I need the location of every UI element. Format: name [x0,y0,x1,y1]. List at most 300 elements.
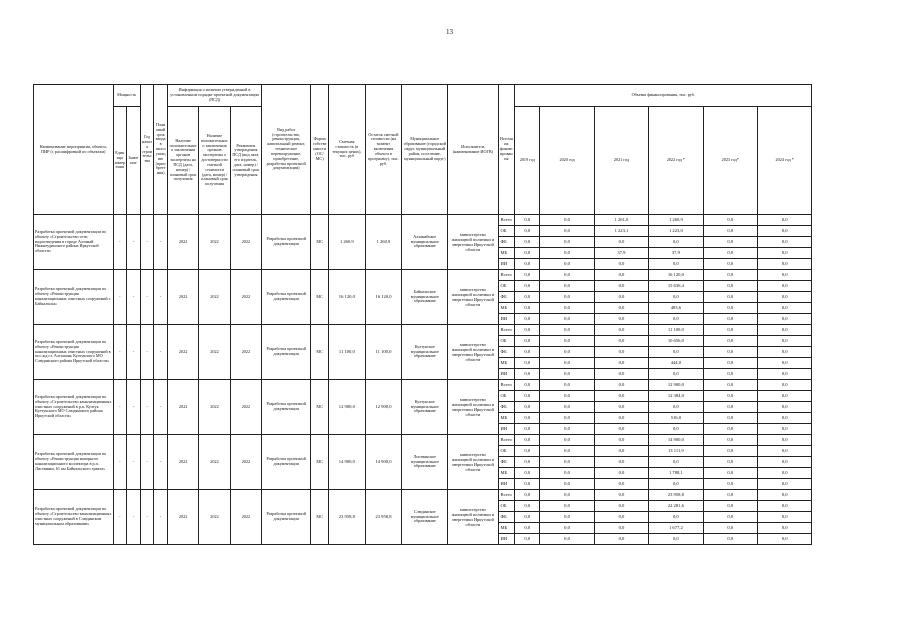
funding-value-cell: 0,0 [594,512,648,523]
funding-value-cell: 0,0 [757,435,811,446]
funding-value-cell: 0,0 [594,292,648,303]
start-year-cell: - [140,270,154,325]
funding-value-cell: 0,0 [540,347,594,358]
hdr-psd-reqs: Реквизиты утверждения ПСД (вид акта, его издатель, дата, номер) / плановый срок утверждения [230,107,261,215]
funding-value-cell: 0,0 [703,435,757,446]
project-name: Разработка проектной документации по объекту «Реконструкция канализационных очистных сооружений г. Байкальска» [34,270,114,325]
plan-term-cell: - [154,380,168,435]
table-row [34,435,867,446]
plan-term-cell: - [154,270,168,325]
funding-value-cell: 0,0 [703,292,757,303]
cost-check-cell: 2022 [199,270,230,325]
funding-source-cell: ОБ [498,501,515,512]
remaining-cost-cell: 1 260,9 [365,215,402,270]
unit-cell: - [113,215,127,270]
funding-value-cell: 12 384,0 [649,391,703,402]
hdr-est-cost: Сметная стоимость (в текущих ценах), тыс. руб [329,85,366,215]
start-year-cell: - [140,325,154,380]
funding-source-cell: ОБ [498,446,515,457]
funding-value-cell: 0,0 [757,314,811,325]
funding-value-cell: 0,0 [515,237,540,248]
remaining-cost-cell: 12 900,0 [365,380,402,435]
funding-value-cell: 0,0 [594,435,648,446]
funding-value-cell: 0,0 [757,292,811,303]
municipality-cell: Байкальское муниципальное образование [402,270,448,325]
funding-value-cell: 0,0 [757,336,811,347]
hdr-year: 2021 год [594,107,648,215]
funding-source-cell: ИИ [498,314,515,325]
funding-value-cell: 0,0 [703,358,757,369]
funding-value-cell: 0,0 [703,303,757,314]
funding-source-cell: МБ [498,523,515,534]
funding-value-cell: 0,0 [540,292,594,303]
funding-value-cell: 0,0 [757,490,811,501]
funding-source-cell: Всего [498,490,515,501]
value-cell: - [127,270,141,325]
funding-value-cell: 0,0 [649,457,703,468]
funding-value-cell: 0,0 [757,303,811,314]
ownership-cell: МС [311,325,329,380]
estimated-cost-cell: 12 900,0 [329,380,366,435]
approval-cell: 2022 [230,270,261,325]
funding-source-cell: МБ [498,468,515,479]
funding-value-cell: 1 788,1 [649,468,703,479]
expertise-cell: 2022 [167,270,198,325]
executor-cell: министерство жилищной политики и энергетики Иркутской области [448,435,498,490]
plan-term-cell: - [154,325,168,380]
funding-value-cell: 0,0 [515,512,540,523]
table-row [34,215,867,226]
cost-check-cell: 2022 [199,435,230,490]
unit-cell: - [113,380,127,435]
funding-source-cell: Всего [498,215,515,226]
approval-cell: 2022 [230,215,261,270]
funding-value-cell: 0,0 [649,237,703,248]
page-number: 13 [446,28,453,36]
funding-value-cell: 0,0 [703,391,757,402]
estimated-cost-cell: 11 100,0 [329,325,366,380]
funding-value-cell: 0,0 [515,391,540,402]
funding-value-cell: 0,0 [703,369,757,380]
funding-value-cell: 0,0 [594,325,648,336]
project-name: Разработка проектной документации по объекту «Строительство канализационных очистных сооружений в Слюдянском муниципальном образовании» [34,490,114,545]
project-name: Разработка проектной документации по объекту «Строительство канализационных очистных сооружений в р.п. Култук Култукского МО Слюдянского района Иркутской области» [34,380,114,435]
funding-value-cell: 0,0 [703,446,757,457]
funding-source-cell: ОБ [498,391,515,402]
hdr-ownership: Форма собственности (ОС/МС) [311,85,329,215]
funding-value-cell: 0,0 [703,380,757,391]
funding-value-cell: 0,0 [515,270,540,281]
funding-value-cell: 0,0 [594,413,648,424]
municipality-cell: Култукское муниципальное образование [402,380,448,435]
funding-value-cell: 1 677,2 [649,523,703,534]
funding-value-cell: 0,0 [515,369,540,380]
funding-value-cell: 10 656,0 [649,336,703,347]
hdr-plan-term: Плановый срок ввода в эксплуатацию (приобретения) [154,85,168,215]
estimated-cost-cell: 14 900,0 [329,435,366,490]
funding-value-cell: 0,0 [515,248,540,259]
table-row [34,490,867,501]
funding-value-cell: 0,0 [703,325,757,336]
funding-value-cell: 0,0 [757,281,811,292]
funding-value-cell: 0,0 [515,457,540,468]
funding-value-cell: 0,0 [757,237,811,248]
unit-cell: - [113,270,127,325]
funding-value-cell: 0,0 [703,512,757,523]
funding-value-cell: 0,0 [703,336,757,347]
funding-value-cell: 0,0 [757,325,811,336]
work-type-cell: Разработка проектной документации [262,435,311,490]
funding-source-cell: МБ [498,358,515,369]
funding-value-cell: 0,0 [515,534,540,545]
expertise-cell: 2022 [167,490,198,545]
hdr-psd-expertise: Наличие положительного заключения органов экспертизы на ПСД (дата, номер) / плановый срок получения [167,107,198,215]
funding-value-cell: 0,0 [515,435,540,446]
executor-cell: министерство жилищной политики и энергетики Иркутской области [448,215,498,270]
hdr-capacity: Мощность [113,85,140,107]
funding-value-cell: 0,0 [540,435,594,446]
municipality-cell: Култукское муниципальное образование [402,325,448,380]
funding-source-cell: Всего [498,380,515,391]
funding-value-cell: 0,0 [649,259,703,270]
funding-value-cell: 0,0 [515,215,540,226]
funding-source-cell: ОБ [498,336,515,347]
funding-value-cell: 0,0 [757,501,811,512]
funding-source-cell: ОБ [498,281,515,292]
funding-value-cell: 0,0 [649,369,703,380]
funding-source-cell: ФБ [498,237,515,248]
funding-value-cell: 0,0 [540,226,594,237]
funding-value-cell: 0,0 [757,512,811,523]
funding-value-cell: 0,0 [594,380,648,391]
funding-value-cell: 1 261,0 [594,215,648,226]
executor-cell: министерство жилищной политики и энергетики Иркутской области [448,270,498,325]
funding-value-cell: 0,0 [757,534,811,545]
funding-value-cell: 0,0 [540,325,594,336]
funding-value-cell: 0,0 [703,347,757,358]
funding-value-cell: 0,0 [757,457,811,468]
funding-value-cell: 0,0 [515,226,540,237]
funding-source-cell: ИИ [498,259,515,270]
funding-value-cell: 0,0 [540,490,594,501]
funding-value-cell: 0,0 [757,446,811,457]
funding-value-cell: 37,9 [649,248,703,259]
funding-value-cell: 1 260,9 [649,215,703,226]
work-type-cell: Разработка проектной документации [262,215,311,270]
funding-source-cell: Всего [498,325,515,336]
remaining-cost-cell: 14 900,0 [365,435,402,490]
value-cell: - [127,435,141,490]
funding-value-cell: 1 223,0 [649,226,703,237]
table-header [34,85,867,215]
funding-value-cell: 0,0 [515,501,540,512]
plan-term-cell: - [154,215,168,270]
funding-value-cell: 0,0 [594,347,648,358]
funding-value-cell: 0,0 [757,402,811,413]
funding-value-cell: 0,0 [649,314,703,325]
funding-value-cell: 0,0 [703,501,757,512]
funding-value-cell: 0,0 [757,380,811,391]
funding-value-cell: 0,0 [540,270,594,281]
funding-value-cell: 0,0 [757,226,811,237]
unit-cell: - [113,490,127,545]
funding-value-cell: 0,0 [540,358,594,369]
project-name: Разработка проектной документации по объекту «Реконструкция напорного канализационного коллектора в р.п. Листвянка, 61 км Байкальского тракта» [34,435,114,490]
funding-value-cell: 0,0 [540,369,594,380]
funding-value-cell: 483,6 [649,303,703,314]
funding-value-cell: 0,0 [515,325,540,336]
project-name: Разработка проектной документации по объекту «Реконструкция канализационных очистных сооружений в пос.жд.ст. Алгашонь Култукского МО Слюдянского района Иркутской области» [34,325,114,380]
value-cell: - [127,215,141,270]
funding-value-cell: 0,0 [540,512,594,523]
funding-value-cell: 0,0 [540,479,594,490]
funding-source-cell: ИИ [498,369,515,380]
funding-table [33,84,867,545]
funding-value-cell: 0,0 [540,523,594,534]
table-row [34,380,867,391]
funding-source-cell: ИИ [498,534,515,545]
expertise-cell: 2022 [167,325,198,380]
funding-value-cell: 0,0 [703,237,757,248]
funding-source-cell: Всего [498,270,515,281]
funding-value-cell: 0,0 [594,259,648,270]
funding-value-cell: 0,0 [540,248,594,259]
funding-value-cell: 444,0 [649,358,703,369]
funding-value-cell: 0,0 [757,424,811,435]
cost-check-cell: 2022 [199,490,230,545]
funding-value-cell: 0,0 [594,446,648,457]
funding-value-cell: 0,0 [757,479,811,490]
unit-cell: - [113,435,127,490]
hdr-year: 2019 год [515,107,540,215]
funding-value-cell: 0,0 [757,413,811,424]
value-cell: - [127,380,141,435]
funding-value-cell: 0,0 [649,424,703,435]
funding-value-cell: 516,0 [649,413,703,424]
funding-value-cell: 1 223,1 [594,226,648,237]
remaining-cost-cell: 23 958,8 [365,490,402,545]
funding-value-cell: 0,0 [703,523,757,534]
funding-value-cell: 0,0 [540,314,594,325]
cost-check-cell: 2022 [199,215,230,270]
work-type-cell: Разработка проектной документации [262,270,311,325]
funding-source-cell: Всего [498,435,515,446]
funding-value-cell: 0,0 [540,402,594,413]
funding-source-cell: ФБ [498,292,515,303]
table-body [34,215,867,545]
hdr-source: Источник финансирования [498,85,515,215]
approval-cell: 2022 [230,435,261,490]
hdr-executor: Исполнитель (наименование ИОГВ) [448,85,498,215]
hdr-year: 2020 год [540,107,594,215]
remaining-cost-cell: 16 120,0 [365,270,402,325]
approval-cell: 2022 [230,325,261,380]
funding-value-cell: 0,0 [703,281,757,292]
plan-term-cell: - [154,490,168,545]
funding-source-cell: ФБ [498,402,515,413]
hdr-year: 2023 год* [703,107,757,215]
funding-value-cell: 0,0 [515,281,540,292]
hdr-name: Наименование мероприятия, объекта, ПИР (с расшифровкой по объектам) [34,85,114,215]
funding-value-cell: 0,0 [594,534,648,545]
funding-value-cell: 0,0 [594,501,648,512]
project-name: Разработка проектной документации по объекту «Строительство сети водоотведения в городе Алзамай Нижнеудинского района Иркутской области» [34,215,114,270]
expertise-cell: 2022 [167,380,198,435]
hdr-unit: Единица измерения [113,107,127,215]
work-type-cell: Разработка проектной документации [262,380,311,435]
funding-value-cell: 0,0 [703,479,757,490]
funding-source-cell: ФБ [498,457,515,468]
funding-value-cell: 0,0 [703,534,757,545]
funding-value-cell: 0,0 [594,358,648,369]
funding-value-cell: 14 900,0 [649,435,703,446]
funding-source-cell: ФБ [498,347,515,358]
funding-value-cell: 0,0 [649,292,703,303]
funding-value-cell: 0,0 [515,292,540,303]
funding-value-cell: 0,0 [649,347,703,358]
hdr-funding: Объемы финансирования, тыс. руб. [515,85,812,107]
cost-check-cell: 2022 [199,380,230,435]
executor-cell: министерство жилищной политики и энергетики Иркутской области [448,490,498,545]
funding-value-cell: 0,0 [703,424,757,435]
funding-value-cell: 0,0 [515,446,540,457]
approval-cell: 2022 [230,380,261,435]
funding-value-cell: 0,0 [515,336,540,347]
funding-value-cell: 0,0 [757,391,811,402]
funding-value-cell: 23 958,8 [649,490,703,501]
funding-value-cell: 0,0 [649,534,703,545]
funding-value-cell: 0,0 [594,369,648,380]
funding-value-cell: 0,0 [703,468,757,479]
municipality-cell: Слюдянское муниципальное образование [402,490,448,545]
funding-source-cell: МБ [498,303,515,314]
funding-value-cell: 0,0 [757,468,811,479]
funding-value-cell: 22 281,6 [649,501,703,512]
funding-value-cell: 0,0 [515,468,540,479]
funding-value-cell: 0,0 [540,468,594,479]
funding-value-cell: 15 636,4 [649,281,703,292]
ownership-cell: МС [311,215,329,270]
executor-cell: министерство жилищной политики и энергетики Иркутской области [448,380,498,435]
funding-value-cell: 0,0 [540,215,594,226]
funding-value-cell: 0,0 [757,358,811,369]
funding-value-cell: 0,0 [703,402,757,413]
hdr-work-type: Вид работ (строительство, реконструкция, капитальный ремонт, техническое перевооружение, приобретение, разработка проектной документации) [262,85,311,215]
hdr-value: Значение [127,107,141,215]
funding-value-cell: 0,0 [649,402,703,413]
funding-value-cell: 0,0 [649,479,703,490]
funding-value-cell: 0,0 [757,347,811,358]
funding-value-cell: 0,0 [515,358,540,369]
ownership-cell: МС [311,270,329,325]
funding-value-cell: 0,0 [757,369,811,380]
funding-value-cell: 0,0 [594,314,648,325]
funding-value-cell: 0,0 [594,457,648,468]
estimated-cost-cell: 23 958,8 [329,490,366,545]
hdr-year-start: Год начала строительства [140,85,154,215]
value-cell: - [127,325,141,380]
funding-source-cell: ФБ [498,512,515,523]
municipality-cell: Алзамайское муниципальное образование [402,215,448,270]
funding-value-cell: 0,0 [703,413,757,424]
funding-value-cell: 0,0 [594,523,648,534]
funding-value-cell: 0,0 [757,248,811,259]
remaining-cost-cell: 11 100,0 [365,325,402,380]
start-year-cell: - [140,215,154,270]
funding-source-cell: МБ [498,413,515,424]
table-row [34,270,867,281]
funding-value-cell: 0,0 [703,314,757,325]
approval-cell: 2022 [230,490,261,545]
funding-source-cell: ИИ [498,424,515,435]
hdr-psd-info: Информация о наличии утвержденной в установленном порядке проектной документации (ПСД) [167,85,261,107]
municipality-cell: Листвянское муниципальное образование [402,435,448,490]
funding-value-cell: 0,0 [649,512,703,523]
funding-value-cell: 0,0 [540,391,594,402]
funding-value-cell: 0,0 [515,479,540,490]
unit-cell: - [113,325,127,380]
work-type-cell: Разработка проектной документации [262,490,311,545]
funding-value-cell: 13 111,9 [649,446,703,457]
funding-source-cell: МБ [498,248,515,259]
funding-value-cell: 11 100,0 [649,325,703,336]
funding-value-cell: 0,0 [594,424,648,435]
plan-term-cell: - [154,435,168,490]
funding-value-cell: 0,0 [540,457,594,468]
funding-value-cell: 0,0 [594,402,648,413]
funding-value-cell: 0,0 [540,380,594,391]
funding-value-cell: 0,0 [515,303,540,314]
funding-value-cell: 0,0 [515,314,540,325]
funding-value-cell: 0,0 [703,248,757,259]
funding-value-cell: 0,0 [703,215,757,226]
start-year-cell: - [140,490,154,545]
funding-value-cell: 0,0 [594,468,648,479]
funding-value-cell: 0,0 [515,490,540,501]
funding-value-cell: 0,0 [540,336,594,347]
funding-value-cell: 0,0 [540,534,594,545]
expertise-cell: 2022 [167,215,198,270]
funding-value-cell: 16 120,0 [649,270,703,281]
funding-value-cell: 0,0 [594,237,648,248]
funding-source-cell: ИИ [498,479,515,490]
expertise-cell: 2022 [167,435,198,490]
funding-value-cell: 0,0 [540,259,594,270]
funding-value-cell: 0,0 [757,215,811,226]
funding-value-cell: 0,0 [757,259,811,270]
table-row [34,325,867,336]
work-type-cell: Разработка проектной документации [262,325,311,380]
funding-value-cell: 0,0 [515,413,540,424]
start-year-cell: - [140,435,154,490]
start-year-cell: - [140,380,154,435]
funding-value-cell: 0,0 [540,413,594,424]
estimated-cost-cell: 1 260,9 [329,215,366,270]
funding-value-cell: 0,0 [515,380,540,391]
cost-check-cell: 2022 [199,325,230,380]
ownership-cell: МС [311,380,329,435]
funding-value-cell: 0,0 [703,259,757,270]
funding-value-cell: 0,0 [757,270,811,281]
funding-value-cell: 0,0 [515,259,540,270]
funding-value-cell: 0,0 [594,270,648,281]
hdr-psd-cost: Наличие положительного заключения органов экспертизы о достоверности сметной стоимости (дата, номер) / плановый срок получения [199,107,230,215]
funding-value-cell: 0,0 [515,523,540,534]
estimated-cost-cell: 16 120,0 [329,270,366,325]
funding-value-cell: 0,0 [594,303,648,314]
funding-value-cell: 0,0 [515,402,540,413]
funding-value-cell: 0,0 [594,479,648,490]
